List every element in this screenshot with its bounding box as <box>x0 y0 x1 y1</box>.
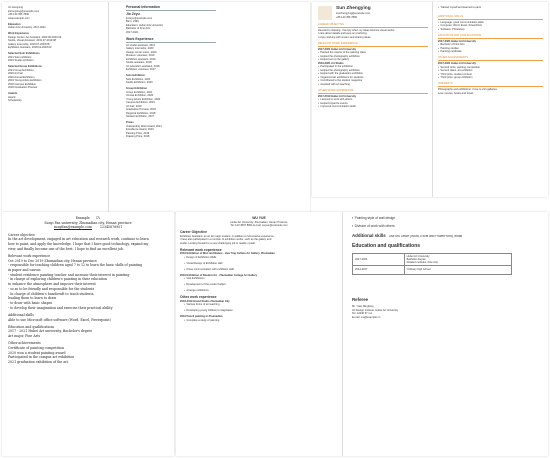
page-divider <box>108 2 109 212</box>
section-heading: CAREER OBJECTIVE <box>318 22 344 26</box>
work-line: Design center intern, 2020 <box>126 50 157 54</box>
objective-line: studio. Looking forward to a new challenging job to realize myself. <box>180 241 256 245</box>
objective-line: In the art development, engaged in art education and research work, continue to learn <box>8 237 149 242</box>
section-heading: ADDITIONAL SKILLS <box>438 14 463 18</box>
experience-line: ▪ Development of the poster budget <box>184 283 338 287</box>
skill-line: ▪ Computer: Word, Excel, PowerPoint <box>438 24 543 28</box>
section-heading: Solo Exhibition <box>126 74 145 78</box>
personal-line: Bachelor of Fine Arts <box>126 27 151 31</box>
section-heading: Referee <box>352 296 369 302</box>
work-line: Art education assistant, 2018 <box>126 64 160 68</box>
skill-line: Able to use Microsoft office software (Word, Excel, Powerpoint) <box>8 317 111 322</box>
section-heading: Selected Solo Exhibitions <box>8 52 40 55</box>
referee-line: Tel: 12345 67 xxx <box>352 312 373 316</box>
experience-line: in paper and canvas <box>8 268 41 273</box>
section-heading: OTHER ACHIEVEMENTS <box>438 56 469 60</box>
exhibition-line: 2018 Campus Exhibition <box>8 82 37 86</box>
experience-line: 2017-2021 Hubei Art University <box>318 47 356 51</box>
experience-line: ▪ Visit Exhibitions <box>184 277 338 281</box>
section-heading: Education <box>8 22 21 26</box>
achievement-line: ▪ Second place, art exhibition <box>438 69 543 73</box>
section-heading: RELEVANT WORK EXPERIENCE <box>318 41 358 45</box>
prize-line: Drawing Prize, 2018 <box>126 135 150 139</box>
section-heading: Work Experience <box>8 32 29 35</box>
work-line: Art studio assistant, 2021 <box>126 43 156 47</box>
page-divider <box>432 2 433 197</box>
award-line: Scholarship <box>8 99 22 102</box>
experience-line: - so as to be friendly and responsible for the students <box>8 286 95 291</box>
objective-line: how to paint, and apply the knowledge. I hope that I have good technology, expand my <box>8 242 149 247</box>
personal-line: Education: Hubei Arts University <box>126 23 164 27</box>
work-line: Studio, Visual Assistant, 2019.07-2019.08 <box>8 39 56 42</box>
achievement-line: ▪ Third prize, student contest <box>438 73 543 77</box>
cv-title-left: Example <box>75 216 90 220</box>
experience-line: ▪ Complete a study of painting <box>184 319 338 323</box>
referee-line: E-mail: ma@example.cn <box>352 315 381 319</box>
address-line: Hubei Art University, Zhumadian, Henan Province <box>230 220 288 224</box>
table-cell: 2017-2021 <box>353 253 405 265</box>
experience-heading: 2018-2019 Grand Studio Zhumadian City <box>180 299 230 303</box>
work-line: Exhibition volunteer, 2017 <box>126 68 156 72</box>
experience-line: - responsible for teaching children aged 7 to 12 to learn the basic skills of painting <box>8 263 143 268</box>
skill-line: ▪ Language: good communication skills <box>438 21 543 25</box>
resume-4-left-column <box>180 216 338 322</box>
personal-line: Born: 1999 <box>126 20 139 24</box>
resume-document-4 <box>176 212 548 456</box>
experience-line: - to draw with basic shapes <box>8 300 53 305</box>
work-line: Design Center, Art Assistant, 2020.06-2020.09 <box>8 35 62 39</box>
exhibition-line: Group Exhibition, 2021 <box>126 90 153 94</box>
achievement-line: Certificate of painting competition <box>8 346 64 351</box>
experience-line: Oct 2019 to Dec 2019 Zhumadian city, Henan province <box>8 258 97 263</box>
section-heading: Personal information <box>126 5 160 9</box>
avatar <box>318 6 332 20</box>
experience-line: 2019-2021 Art Studio <box>318 61 344 65</box>
extra-line: ▪ Division of work with others <box>352 224 542 229</box>
experience-line: ▪ Developing young children's imagination <box>184 309 338 313</box>
exhibition-line: 2019 Studio exhibition <box>8 59 34 62</box>
achievement-line: 2021 graduation exhibition of the art <box>8 360 69 365</box>
work-line: Museum volunteer, 2019 <box>126 54 155 58</box>
exhibition-line: Campus Exhibition, 2019 <box>126 101 155 105</box>
achievement-line: ▪ Second prize, painting competition <box>438 66 543 70</box>
education-line: Hubei Arts University, 2017-2021 <box>8 26 46 29</box>
experience-line: leading them to learn to draw <box>8 296 57 301</box>
education-table <box>352 253 512 275</box>
section-heading: INTERESTS <box>438 82 453 86</box>
education-line: ▪ Bachelor of Fine Arts <box>438 43 543 47</box>
section-heading: Other work experience <box>180 295 217 300</box>
experience-line: ▪ Arrange exhibitions <box>184 289 338 293</box>
experience-line: ▪ Helped organize events <box>318 102 428 106</box>
education-line: ▪ Painting studies <box>438 47 543 51</box>
contact-line: +86 123 456 7890 <box>8 13 29 16</box>
section-heading: Work Experience <box>126 36 154 41</box>
resume-2-header <box>318 6 428 20</box>
exhibition-line: 2021 Group Exhibition <box>8 68 34 72</box>
objective-line: Devoted to drawing. I feel joy when my ideas become visual works. <box>318 28 395 32</box>
section-heading: Group Exhibition <box>126 87 148 91</box>
exhibition-line: 2019 Young Artists Exhibition <box>8 79 42 82</box>
applicant-name: Jin Zeyu <box>126 11 140 16</box>
skill-line: ▪ Software: Photoshop <box>438 28 543 32</box>
table-row <box>353 253 512 265</box>
experience-line: ▪ Organized art exhibitions for students <box>318 76 428 80</box>
section-heading: Education and qualifications <box>352 243 421 250</box>
achievement-line: Participated in the campus art exhibition <box>8 355 75 360</box>
award-line: Award <box>8 95 16 99</box>
section-heading: Selected Group Exhibitions <box>8 65 42 68</box>
exhibition-line: Regional Exhibition, 2018 <box>126 111 156 115</box>
table-cell: Ordinary high school <box>404 265 511 274</box>
applicant-name: Jin Hongxing <box>8 6 23 9</box>
experience-line: ▪ Learned to work with others <box>318 98 428 102</box>
resume-2-left-column <box>318 6 428 109</box>
work-line: Exhibition Assistant, 2018.01-2018.02 <box>8 46 52 49</box>
work-line: Studio assistant, 2018 <box>126 61 152 65</box>
experience-line: ▪ Improved communication skills <box>318 105 428 109</box>
objective-line: I have also participated in a number of exhibition works, such as the gallery and <box>180 238 272 242</box>
skills-value: Use MS Office (Word, Excel and PowerPoint), email <box>388 234 463 238</box>
experience-heading: 2019 Pencil painting in Zhumadian <box>180 315 223 319</box>
work-line: Gallery Internship, 2018.07-2018.08 <box>8 42 50 46</box>
achievement-line: 2017-2021 Hubei Art University <box>438 62 476 66</box>
exhibition-line: 2021 Solo exhibition <box>8 55 32 59</box>
section-heading: Career Objective <box>180 230 207 235</box>
exhibition-line: Young Artists Exhibition, 2020 <box>126 97 161 101</box>
resume-1-left-column <box>8 6 103 103</box>
applicant-name: Sun Zhengying <box>336 6 371 11</box>
skills-label: Additional skills <box>352 232 386 238</box>
objective-line: Exhibition Assistant, as an art major student, in addition to full creative experience, <box>180 234 275 238</box>
exhibition-line: 2020 Annual Exhibition <box>8 75 35 79</box>
experience-line: ▪ Visual Design of Exhibition Hall <box>184 262 338 266</box>
section-heading: OTHER WORK EXPERIENCE <box>318 88 354 92</box>
resume-document-2 <box>312 2 548 197</box>
experience-heading: 2019 Exhibition of Student Art - Zhumadian College Art Gallery <box>180 273 258 277</box>
experience-line: ▪ Participated in the exhibition <box>318 65 428 69</box>
resume-4-right-column <box>352 216 542 319</box>
objective-line: I enjoy working with a team and sharing ideas. <box>318 35 372 39</box>
prize-line: Painting Prize, 2019 <box>126 131 150 135</box>
applicant-name: WU YUE <box>252 216 266 220</box>
experience-line: ▪ Helped the photography exhibition <box>318 55 428 59</box>
contact-line: sunzhengying@example.com <box>336 12 371 15</box>
extra-line: ▪ Trained myself and learned to paint <box>438 6 543 10</box>
experience-line: - in charge of exploring children's painting in their education <box>8 277 107 282</box>
exhibition-line: Student Exhibition, 2017 <box>126 115 155 119</box>
section-heading: Other achievements <box>8 341 41 346</box>
interest-line: Photography and exhibitions. I love to visit galleries. <box>438 88 498 92</box>
experience-line: ▪ Helped set up the gallery <box>318 58 428 62</box>
objective-line: I care about details and keep on practicing. <box>318 32 368 36</box>
experience-line: ▪ Design of Exhibition Walls <box>184 256 338 260</box>
extra-line: ▪ Painting style of wall design <box>352 216 542 221</box>
education-line: 2017 - 2021 Hubei Art university, Bachelor's degree <box>8 329 93 334</box>
contact-line: Tel: 123 4567 8901 E-mail: wuyue@example.com <box>230 224 288 228</box>
exhibition-line: Studio Exhibition, 2020 <box>126 81 153 85</box>
section-heading: Career objective <box>8 232 35 237</box>
section-heading: Relevant work experience <box>8 253 51 258</box>
resume-2-right-column <box>438 6 543 95</box>
exhibition-line: Art Fair, 2019 <box>126 104 142 108</box>
referee-line: Mr. Yuan Mingfang <box>352 305 374 309</box>
page-divider <box>342 212 343 456</box>
experience-line: - In charge of children's handicraft to teach students, <box>8 291 95 296</box>
experience-line: - to develop their imagination and exercise their practical ability <box>8 305 113 310</box>
education-line: ▪ Painting certificate <box>438 50 543 54</box>
personal-line: jinzeyu@example.com <box>126 16 153 20</box>
personal-line: 2017-2021 <box>126 30 139 34</box>
resume-document-1 <box>2 2 310 212</box>
exhibition-line: 2020 Art Fair <box>8 72 23 75</box>
section-heading: Awards <box>8 92 18 95</box>
handwritten-cv-document <box>2 212 174 456</box>
experience-line: ▪ Assisted with art teaching <box>318 83 428 87</box>
table-row <box>353 265 512 274</box>
section-heading: EDUCATION AND QUALIFICATIONS <box>438 33 482 37</box>
contact-line: jinhongxing@example.com <box>8 9 40 13</box>
education-line: 2017-2021 Hubei Art University <box>438 39 476 43</box>
experience-line: ▪ Close communication with exhibition staff <box>184 268 338 272</box>
email-line: sunyifan@example.com <box>53 225 92 230</box>
experience-line: ▪ Contributed to the student magazine <box>318 79 428 83</box>
experience-line: ▪ Helped the photography exhibition <box>318 69 428 73</box>
experience-line: ▪ Helped with the graduation exhibition <box>318 72 428 76</box>
work-line: Exhibition assistant, 2019 <box>126 57 156 61</box>
prize-line: Excellence Award, 2020 <box>126 128 154 132</box>
education-line: Art major, Fine Arts <box>8 334 41 339</box>
experience-line: to enhance the atmosphere and improve their interest <box>8 282 96 287</box>
experience-line: - student residence painting teacher and increase their interest in painting <box>8 272 130 277</box>
experience-heading: 2019 Exhibition of Wen and Nature - Hua Ying Culture Art Gallery, Zhumadian <box>180 252 275 256</box>
exhibition-line: Annual Exhibition, 2020 <box>126 94 154 98</box>
table-cell: 2014-2017 <box>353 265 405 274</box>
achievement-line: 2020 won a student painting award <box>8 350 66 355</box>
cv-title-right: CV <box>95 216 101 220</box>
resume-1-right-column <box>126 5 216 139</box>
prize-line: Outstanding Work Award, 2021 <box>126 124 162 128</box>
section-heading: Additional skills <box>8 312 34 317</box>
experience-line: 2017-2019 Hubei Art University <box>318 94 356 98</box>
section-heading: Relevant work experience <box>180 247 222 252</box>
experience-line: ▪ Painted the interior of the painting class <box>318 51 428 55</box>
contact-line: +86 123 456 7890 <box>336 15 357 19</box>
exhibition-line: 2018 Graduation Preview <box>8 86 38 89</box>
contact-line: www.example.com <box>8 16 30 20</box>
name-line: Sunyi Fan university, Zhumadian city, Henan province <box>44 220 132 225</box>
work-line: Gallery internship, 2020 <box>126 47 154 51</box>
referee-line: Art Design Institute, Hubei Art University <box>352 308 399 312</box>
experience-line: ▪ Various forms of art teaching <box>184 303 338 307</box>
objective-line: view, and finally become one of the best. I hope to find an excellent job. <box>8 246 124 251</box>
exhibition-line: Solo Exhibition, 2021 <box>126 77 151 81</box>
phone-line: 12345678901 <box>99 225 123 230</box>
table-cell: Hubei Art University Bachelor degree Related modules: Fine Arts <box>404 253 511 265</box>
interest-line: Love movies, books and travel. <box>438 91 474 95</box>
achievement-line: ▪ Third prize, group exhibition <box>438 76 543 80</box>
section-heading: Education and qualifications <box>8 324 55 329</box>
exhibition-line: Graduation Preview, 2018 <box>126 108 156 112</box>
section-heading: Prizes <box>126 121 134 125</box>
